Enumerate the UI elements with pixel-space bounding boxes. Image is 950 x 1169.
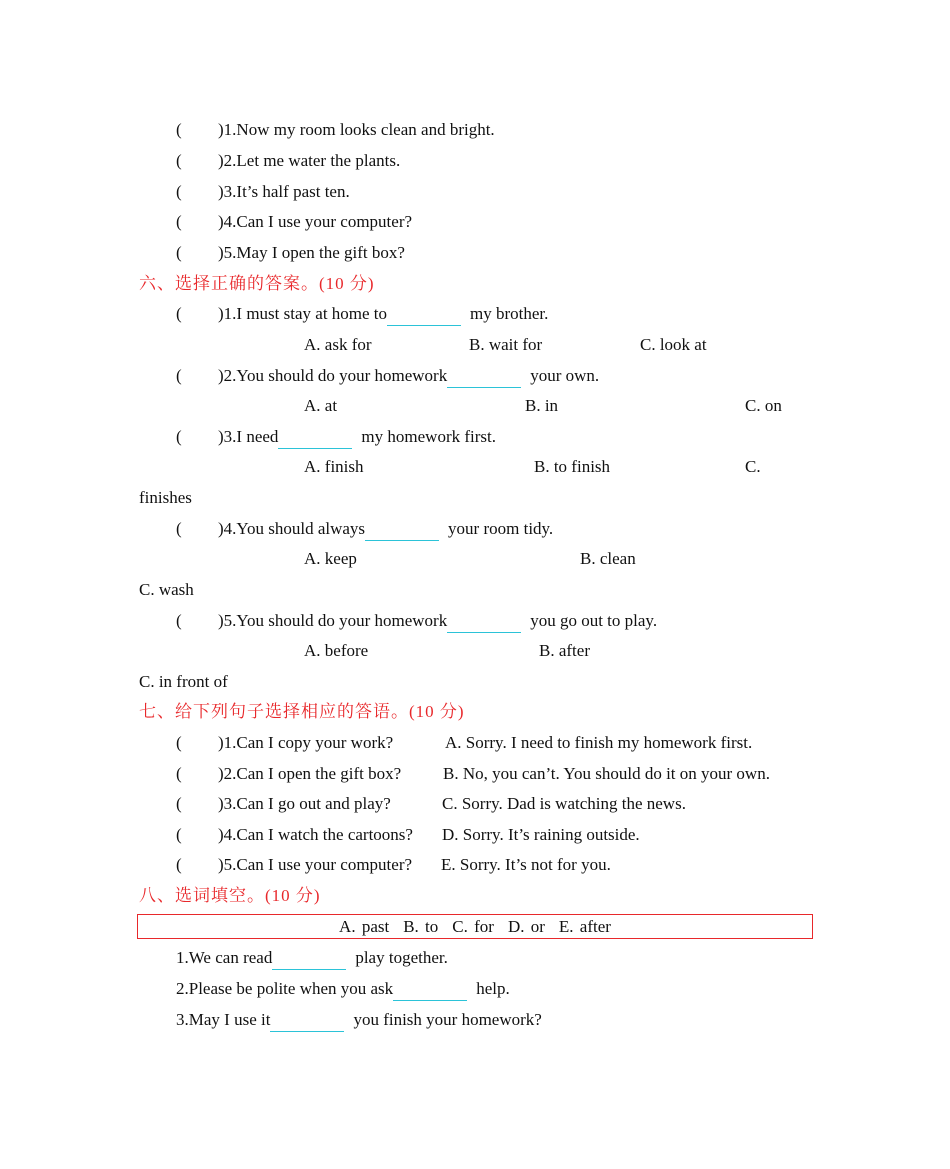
section-heading: 八、选词填空。(10 分)	[139, 886, 321, 905]
word-bank	[138, 915, 812, 938]
question-pre: )4.You should always	[218, 519, 366, 538]
answer-paren[interactable]: (	[176, 825, 182, 844]
s6-question-4	[0, 517, 950, 541]
option-a[interactable]: A. before	[304, 641, 369, 660]
question-post: you finish your homework?	[353, 1010, 542, 1029]
option-c[interactable]: C. wash	[139, 580, 194, 599]
section7-heading-row	[0, 700, 950, 724]
fill-blank[interactable]	[447, 614, 521, 633]
question-post: your own.	[530, 366, 600, 385]
question-text: )3.It’s half past ten.	[218, 182, 350, 201]
option-c[interactable]: C. look at	[640, 335, 707, 354]
s6-question-5	[0, 609, 950, 633]
s6-question-2	[0, 364, 950, 388]
section6-heading-row	[0, 272, 950, 296]
s6-question-1	[0, 302, 950, 326]
question-pre: 2.Please be polite when you ask	[176, 979, 394, 998]
question-post: your room tidy.	[448, 519, 554, 538]
option-b[interactable]: B. after	[539, 641, 590, 660]
fill-blank[interactable]	[272, 951, 346, 970]
word-bank-box	[137, 914, 813, 939]
option-b[interactable]: B. in	[525, 396, 559, 415]
question-post: you go out to play.	[530, 611, 658, 630]
option-c[interactable]: C. on	[745, 396, 782, 415]
s7-item-5	[0, 853, 950, 877]
question-pre: )2.You should do your homework	[218, 366, 448, 385]
question-text	[218, 302, 548, 326]
answer-paren[interactable]: (	[176, 304, 182, 323]
s6-options-2	[0, 394, 950, 418]
answer-paren[interactable]: (	[176, 427, 182, 446]
question-text	[218, 609, 657, 633]
s6-options-1	[0, 333, 950, 357]
section8-heading-row	[0, 884, 950, 908]
question-text: )5.May I open the gift box?	[218, 243, 405, 262]
question-text	[176, 1008, 542, 1032]
answer-option: B. No, you can’t. You should do it on your own.	[443, 764, 770, 783]
s6-options-3	[0, 455, 950, 479]
s6-options-5-wrap	[0, 670, 950, 694]
answer-paren[interactable]: (	[176, 366, 182, 385]
answer-paren[interactable]: (	[176, 212, 182, 231]
question-text: )1.Now my room looks clean and bright.	[218, 120, 495, 139]
option-a[interactable]: A. keep	[304, 549, 357, 568]
option-a[interactable]: A. at	[304, 396, 338, 415]
answer-option: C. Sorry. Dad is watching the news.	[442, 794, 686, 813]
question-text	[176, 977, 510, 1001]
answer-paren[interactable]: (	[176, 794, 182, 813]
question-post: my homework first.	[361, 427, 496, 446]
question-text: )2.Let me water the plants.	[218, 151, 401, 170]
answer-paren[interactable]: (	[176, 243, 182, 262]
fill-blank[interactable]	[278, 430, 352, 449]
fill-blank[interactable]	[365, 522, 439, 541]
s6-question-3	[0, 425, 950, 449]
s6-options-5	[0, 639, 950, 663]
question-text	[218, 364, 599, 388]
s5-item-3	[0, 180, 950, 204]
option-c-text: finishes	[139, 488, 192, 507]
question-text: )3.Can I go out and play?	[218, 794, 391, 813]
answer-paren[interactable]: (	[176, 519, 182, 538]
question-pre: 3.May I use it	[176, 1010, 271, 1029]
section-heading: 六、选择正确的答案。(10 分)	[139, 274, 375, 293]
question-pre: )1.I must stay at home to	[218, 304, 388, 323]
option-b[interactable]: B. to finish	[534, 457, 611, 476]
option-a[interactable]: A. ask for	[304, 335, 372, 354]
answer-paren[interactable]: (	[176, 151, 182, 170]
s5-item-2	[0, 149, 950, 173]
word-option: C. for	[452, 917, 494, 936]
word-option: B. to	[403, 917, 439, 936]
s5-item-1	[0, 118, 950, 142]
answer-paren[interactable]: (	[176, 764, 182, 783]
word-option: D. or	[507, 917, 545, 936]
s7-item-4	[0, 823, 950, 847]
option-c[interactable]: C. in front of	[139, 672, 228, 691]
question-text: )5.Can I use your computer?	[218, 855, 413, 874]
s6-options-4	[0, 547, 950, 571]
option-a[interactable]: A. finish	[304, 457, 364, 476]
answer-option: E. Sorry. It’s not for you.	[441, 855, 611, 874]
word-option: A. past	[339, 917, 390, 936]
question-text: )1.Can I copy your work?	[218, 733, 394, 752]
option-c-label[interactable]: C.	[745, 457, 761, 476]
answer-paren[interactable]: (	[176, 120, 182, 139]
s6-options-4-wrap	[0, 578, 950, 602]
fill-blank[interactable]	[447, 369, 521, 388]
question-post: play together.	[355, 948, 448, 967]
s6-options-3-wrap	[0, 486, 950, 510]
question-text: )4.Can I watch the cartoons?	[218, 825, 413, 844]
question-text: )2.Can I open the gift box?	[218, 764, 402, 783]
question-post: help.	[476, 979, 510, 998]
fill-blank[interactable]	[387, 307, 461, 326]
answer-option: D. Sorry. It’s raining outside.	[442, 825, 640, 844]
question-text	[218, 517, 553, 541]
answer-paren[interactable]: (	[176, 182, 182, 201]
question-post: my brother.	[470, 304, 549, 323]
s8-item-3	[0, 1008, 950, 1032]
answer-paren[interactable]: (	[176, 855, 182, 874]
word-option: E. after	[558, 917, 611, 936]
answer-option: A. Sorry. I need to finish my homework first.	[445, 733, 753, 752]
section-heading: 七、给下列句子选择相应的答语。(10 分)	[139, 702, 465, 721]
question-pre: )3.I need	[218, 427, 279, 446]
s7-item-1	[0, 731, 950, 755]
question-pre: 1.We can read	[176, 948, 273, 967]
s8-item-1	[0, 946, 950, 970]
option-b[interactable]: B. clean	[580, 549, 636, 568]
s7-item-3	[0, 792, 950, 816]
s8-item-2	[0, 977, 950, 1001]
s5-item-4	[0, 210, 950, 234]
question-text: )4.Can I use your computer?	[218, 212, 413, 231]
fill-blank[interactable]	[393, 982, 467, 1001]
s5-item-5	[0, 241, 950, 265]
fill-blank[interactable]	[270, 1013, 344, 1032]
question-text	[176, 946, 448, 970]
s7-item-2	[0, 762, 950, 786]
option-b[interactable]: B. wait for	[469, 335, 543, 354]
question-text	[218, 425, 496, 449]
answer-paren[interactable]: (	[176, 611, 182, 630]
answer-paren[interactable]: (	[176, 733, 182, 752]
question-pre: )5.You should do your homework	[218, 611, 448, 630]
